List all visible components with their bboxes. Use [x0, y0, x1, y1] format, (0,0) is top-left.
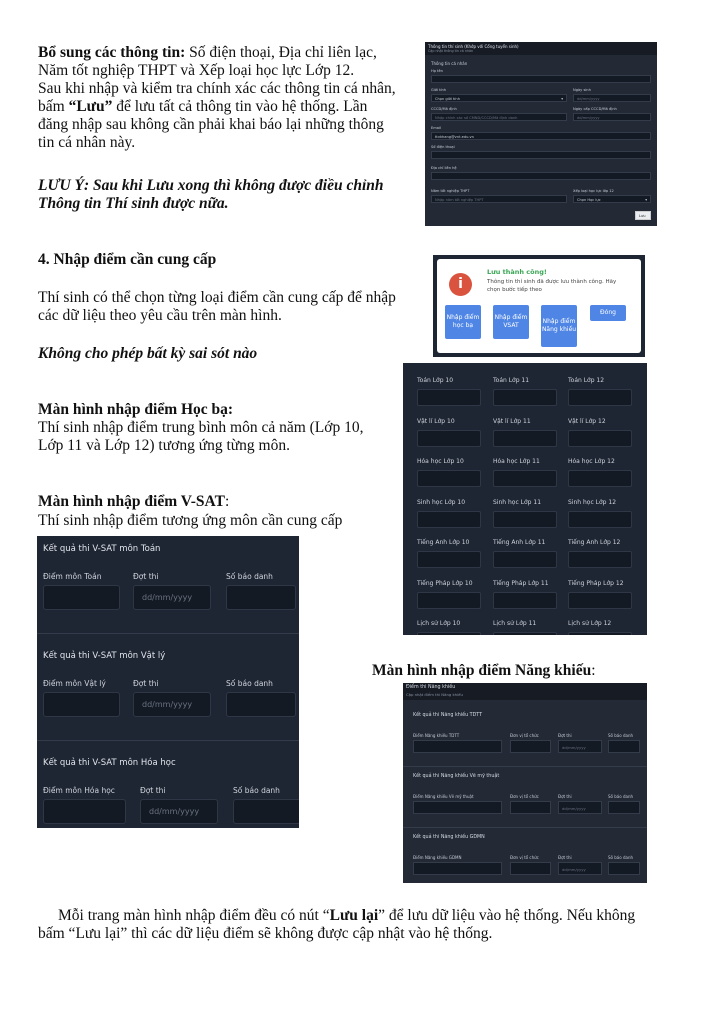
hocba-field-label: Tiếng Anh Lớp 11 — [493, 539, 546, 546]
vsat-diem-input[interactable] — [43, 692, 120, 717]
dia-chi-label: Địa chỉ liên hệ — [431, 166, 457, 170]
alert-icon: i — [449, 273, 472, 296]
nk-sbd-label: Số báo danh — [608, 855, 634, 860]
no-error-warning: Không cho phép bất kỳ sai sót nào — [38, 345, 258, 362]
hocba-score-input[interactable] — [568, 511, 632, 528]
nk-sbd-input[interactable] — [608, 740, 640, 753]
email-value: ttvkhang@vnt.edu.vn — [435, 135, 474, 139]
nk-sbd-label: Số báo danh — [608, 794, 634, 799]
ngay-cap-input[interactable] — [573, 113, 651, 121]
intro-line-6: tin cá nhân này. — [38, 134, 136, 151]
nk-sbd-label: Số báo danh — [608, 733, 634, 738]
hocba-score-input[interactable] — [417, 389, 481, 406]
hocba-field-label: Tiếng Anh Lớp 10 — [417, 539, 470, 546]
sdt-label: Số điện thoại — [431, 145, 455, 149]
success-message-line-1: Thông tin thí sinh đã được lưu thành công. Hãy — [487, 279, 617, 285]
vsat-sbd-input[interactable] — [233, 799, 299, 824]
nk-dot-label: Đợt thi — [558, 794, 572, 799]
vsat-dot-label: Đợt thi — [133, 679, 159, 688]
hocba-score-input[interactable] — [568, 389, 632, 406]
intro-line-4: bấm “Lưu” để lưu tất cả thông tin vào hệ thống. Lần — [38, 98, 368, 115]
dia-chi-input[interactable] — [431, 172, 651, 180]
nk-heading: Màn hình nhập điểm Năng khiếu: — [372, 662, 596, 679]
email-label: Email — [431, 126, 441, 130]
intro-line-1: Bổ sung các thông tin: Số điện thoại, Địa chỉ liên lạc, — [38, 44, 377, 61]
nk-section-title: Kết quả thi Năng khiếu Vẽ mỹ thuật — [413, 774, 500, 779]
vsat-sbd-label: Số báo danh — [226, 572, 273, 581]
vsat-score-panel — [37, 536, 299, 828]
nk-diem-input[interactable] — [413, 740, 502, 753]
xep-loai-select[interactable] — [573, 195, 651, 203]
chevron-down-icon: ▾ — [645, 198, 647, 202]
intro-text — [38, 44, 423, 152]
ho-ten-input[interactable] — [431, 75, 651, 83]
ngay-sinh-placeholder: dd/mm/yyyy — [577, 97, 600, 101]
nhap-diem-hoc-ba-button[interactable]: Nhập điểm học bạ — [445, 305, 481, 339]
hocba-field-label: Tiếng Pháp Lớp 11 — [493, 579, 549, 587]
vsat-heading: Màn hình nhập điểm V-SAT: — [38, 493, 230, 510]
vsat-diem-label: Điểm môn Toán — [43, 572, 102, 581]
vsat-date-input[interactable]: dd/mm/yyyy — [133, 585, 211, 610]
hocba-score-input[interactable] — [417, 511, 481, 528]
hocba-field-label: Lịch sử Lớp 12 — [568, 620, 612, 627]
hocba-description-line-1: Thí sinh nhập điểm trung bình môn cả năm (Lớp 10, — [38, 419, 364, 436]
vsat-date-input[interactable]: dd/mm/yyyy — [133, 692, 211, 717]
hocba-field-label: Vật lí Lớp 11 — [493, 417, 531, 425]
nam-tn-input[interactable] — [431, 195, 567, 203]
hocba-field-label: Tiếng Anh Lớp 12 — [568, 539, 621, 546]
intro-line-2: Năm tốt nghiệp THPT và Xếp loại học lực Lớp 12. — [38, 62, 355, 79]
hocba-score-input[interactable] — [417, 551, 481, 568]
vsat-sbd-input[interactable] — [226, 692, 296, 717]
nk-don-vi-input[interactable] — [510, 862, 551, 875]
profile-panel-header — [425, 42, 657, 55]
nk-diem-input[interactable] — [413, 862, 502, 875]
nk-diem-label: Điểm Năng khiếu Vẽ mỹ thuật — [413, 794, 474, 799]
hocba-field-label: Tiếng Pháp Lớp 10 — [417, 579, 473, 587]
vsat-diem-input[interactable] — [43, 585, 120, 610]
hocba-score-input[interactable] — [417, 632, 481, 635]
hocba-score-input[interactable] — [417, 430, 481, 447]
vsat-sbd-input[interactable] — [226, 585, 296, 610]
section-4-intro-line-2: các dữ liệu theo yêu cầu trên màn hình. — [38, 307, 282, 324]
nam-tn-label: Năm tốt nghiệp THPT — [431, 189, 470, 193]
nk-date-input[interactable]: dd/mm/yyyy — [558, 862, 602, 875]
nk-diem-label: Điểm Năng khiếu GDMN — [413, 855, 462, 860]
cccd-label: CCCD/Mã định — [431, 107, 457, 111]
intro-line-3: Sau khi nhập và kiểm tra chính xác các thông tin cá nhân, — [38, 80, 396, 97]
nk-dot-label: Đợt thi — [558, 855, 572, 860]
hocba-score-input[interactable] — [493, 430, 557, 447]
nk-don-vi-input[interactable] — [510, 740, 551, 753]
vsat-section-title: Kết quả thi V-SAT môn Hóa học — [43, 758, 176, 768]
nk-section-title: Kết quả thi Năng khiếu GDMN — [413, 835, 485, 840]
gioi-tinh-value: Chọn giới tính — [435, 97, 460, 101]
hocba-score-input[interactable] — [417, 592, 481, 609]
hocba-field-label: Hóa học Lớp 11 — [493, 458, 540, 465]
section-4-heading: 4. Nhập điểm cần cung cấp — [38, 251, 217, 268]
hocba-field-label: Hóa học Lớp 10 — [417, 458, 464, 465]
success-dialog-frame — [433, 255, 645, 357]
success-message-line-2: chọn bước tiếp theo — [487, 287, 542, 293]
success-message — [487, 278, 637, 294]
hocba-score-input[interactable] — [568, 551, 632, 568]
vsat-diem-label: Điểm môn Hóa học — [43, 786, 115, 795]
cccd-placeholder: Nhập chính xác số CMND/CCCD/Mã định danh — [435, 116, 518, 120]
hocba-field-label: Sinh học Lớp 12 — [568, 498, 617, 506]
hocba-score-panel — [403, 363, 647, 635]
dong-button[interactable]: Đóng — [590, 305, 626, 321]
profile-panel-title: Thông tin thí sinh (Khớp với Cổng tuyển sinh) — [428, 44, 519, 49]
nk-don-vi-input[interactable] — [510, 801, 551, 814]
nhap-diem-vsat-button[interactable]: Nhập điểm VSAT — [493, 305, 529, 339]
hocba-score-input[interactable] — [493, 389, 557, 406]
cccd-input[interactable] — [431, 113, 567, 121]
profile-form-panel — [425, 42, 657, 226]
hocba-field-label: Toán Lớp 10 — [417, 377, 454, 384]
hocba-score-input[interactable] — [493, 470, 557, 487]
nk-date-input[interactable]: dd/mm/yyyy — [558, 801, 602, 814]
hocba-field-label: Hóa học Lớp 12 — [568, 458, 615, 465]
vsat-sbd-label: Số báo danh — [233, 786, 280, 795]
vsat-diem-label: Điểm môn Vật lý — [43, 679, 106, 688]
hocba-score-input[interactable] — [417, 470, 481, 487]
hocba-field-label: Vật lí Lớp 10 — [417, 417, 455, 425]
vsat-sbd-label: Số báo danh — [226, 679, 273, 688]
section-4-intro-line-1: Thí sinh có thể chọn từng loại điểm cần cung cấp để nhập — [38, 289, 396, 306]
save-button-label: Lưu — [639, 214, 646, 218]
vsat-date-input[interactable]: dd/mm/yyyy — [140, 799, 218, 824]
hocba-description — [38, 419, 398, 455]
hocba-heading: Màn hình nhập điểm Học bạ: — [38, 401, 234, 418]
nk-don-vi-label: Đơn vị tổ chức — [510, 794, 539, 799]
footer-paragraph — [38, 907, 678, 943]
vsat-dot-label: Đợt thi — [133, 572, 159, 581]
vsat-dot-label: Đợt thi — [140, 786, 166, 795]
save-button[interactable] — [635, 211, 651, 220]
nk-dot-label: Đợt thi — [558, 733, 572, 738]
vsat-diem-input[interactable] — [43, 799, 126, 824]
hocba-field-label: Toán Lớp 11 — [493, 377, 530, 384]
nk-panel-header — [403, 683, 647, 700]
nk-panel-title: Điểm thi Năng khiếu — [406, 685, 456, 690]
hocba-score-input[interactable] — [493, 511, 557, 528]
section-divider — [37, 633, 299, 634]
nk-don-vi-label: Đơn vị tổ chức — [510, 733, 539, 738]
footer-line-2: bấm “Lưu lại” thì các dữ liệu điểm sẽ không được cập nhật vào hệ thống. — [38, 925, 493, 942]
hocba-score-input[interactable] — [568, 430, 632, 447]
nk-score-panel — [403, 683, 647, 883]
section-divider — [37, 740, 299, 741]
hocba-description-line-2: Lớp 11 và Lớp 12) tương ứng từng môn. — [38, 437, 290, 454]
nk-panel-subtitle: Cập nhật điểm thi Năng khiếu — [406, 692, 463, 697]
profile-panel-subtitle: Cập nhật thông tin cá nhân — [428, 49, 474, 53]
nk-diem-input[interactable] — [413, 801, 502, 814]
ngay-cap-label: Ngày cấp CCCD/Mã định — [573, 107, 617, 111]
vsat-section-title: Kết quả thi V-SAT môn Vật lý — [43, 651, 166, 661]
chevron-down-icon: ▾ — [561, 97, 563, 101]
note-warning — [38, 177, 423, 213]
hocba-field-label: Tiếng Pháp Lớp 12 — [568, 579, 624, 587]
ngay-cap-placeholder: dd/mm/yyyy — [577, 116, 600, 120]
ngay-sinh-input[interactable] — [573, 94, 651, 102]
ngay-sinh-label: Ngày sinh — [573, 88, 591, 92]
hocba-field-label: Lịch sử Lớp 11 — [493, 620, 537, 627]
nk-don-vi-label: Đơn vị tổ chức — [510, 855, 539, 860]
gioi-tinh-label: Giới tính — [431, 88, 447, 92]
hocba-score-input[interactable] — [568, 470, 632, 487]
nk-sbd-input[interactable] — [608, 801, 640, 814]
success-dialog — [437, 259, 641, 353]
hocba-field-label: Toán Lớp 12 — [568, 377, 605, 384]
hocba-score-input[interactable] — [493, 632, 557, 635]
intro-line-5: đăng nhập sau không cần phải khai báo lại những thông — [38, 116, 384, 133]
xep-loai-label: Xếp loại học lực lớp 12 — [573, 189, 614, 193]
nhap-diem-nang-khieu-button[interactable]: Nhập điểm Năng khiếu — [541, 305, 577, 347]
hocba-field-label: Lịch sử Lớp 10 — [417, 620, 461, 627]
profile-section-title: Thông tin cá nhân — [431, 61, 468, 66]
nk-sbd-input[interactable] — [608, 862, 640, 875]
hocba-field-label: Vật lí Lớp 12 — [568, 417, 606, 425]
vsat-description: Thí sinh nhập điểm tương ứng môn cần cung cấp — [38, 512, 343, 529]
hocba-score-input[interactable] — [493, 592, 557, 609]
nam-tn-placeholder: Nhập năm tốt nghiệp THPT — [435, 198, 484, 202]
section-divider — [403, 766, 647, 767]
hocba-score-input[interactable] — [568, 632, 632, 635]
gioi-tinh-select[interactable] — [431, 94, 567, 102]
xep-loai-value: Chọn Học lực — [577, 198, 601, 202]
vsat-section-title: Kết quả thi V-SAT môn Toán — [43, 544, 161, 554]
ho-ten-label: Họ tên — [431, 69, 443, 73]
success-title: Lưu thành công! — [487, 268, 547, 276]
email-input[interactable] — [431, 132, 651, 140]
nk-date-input[interactable]: dd/mm/yyyy — [558, 740, 602, 753]
footer-line-1: Mỗi trang màn hình nhập điểm đều có nút “Lưu lại” để lưu dữ liệu vào hệ thống. Nếu không — [58, 907, 636, 924]
note-line-1: LƯU Ý: Sau khi Lưu xong thì không được điều chỉnh — [38, 177, 384, 194]
section-4-intro — [38, 289, 423, 325]
hocba-score-input[interactable] — [493, 551, 557, 568]
section-divider — [403, 827, 647, 828]
nk-diem-label: Điểm Năng khiếu TDTT — [413, 733, 460, 738]
hocba-score-input[interactable] — [568, 592, 632, 609]
sdt-input[interactable] — [431, 151, 651, 159]
note-line-2: Thông tin Thí sinh được nữa. — [38, 195, 229, 212]
hocba-field-label: Sinh học Lớp 11 — [493, 498, 542, 506]
hocba-field-label: Sinh học Lớp 10 — [417, 498, 466, 506]
nk-section-title: Kết quả thi Năng khiếu TDTT — [413, 713, 483, 718]
